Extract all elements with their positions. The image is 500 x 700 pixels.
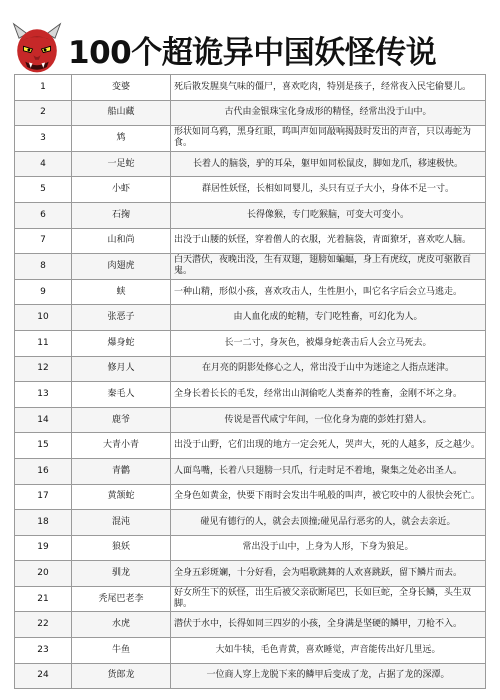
monster-name: 蛱 [72, 279, 171, 305]
monster-name: 驯龙 [72, 561, 171, 587]
row-number: 12 [15, 356, 72, 382]
monster-name: 秦毛人 [72, 382, 171, 408]
monster-name: 青鹳 [72, 458, 171, 484]
monster-description: 长着人的脑袋，驴的耳朵，躯甲如同松鼠皮，脚如龙爪，移速极快。 [171, 151, 486, 177]
table-row [15, 305, 486, 331]
monster-description: 古代由金银珠宝化身成形的精怪，经常出没于山中。 [171, 100, 486, 126]
monster-description: 出没于山野，它们出现的地方一定会死人，哭声大，死的人越多，反之越少。 [171, 433, 486, 459]
row-number: 13 [15, 382, 72, 408]
table-row [15, 254, 486, 280]
monster-description: 全身色如黄金，快要下雨时会发出牛吼般的叫声，被它咬中的人很快会死亡。 [171, 484, 486, 510]
monster-name: 变婆 [72, 75, 171, 101]
monster-description: 全身长着长长的毛发，经常出山洞偷吃人类畜养的牲畜，金刚不坏之身。 [171, 382, 486, 408]
row-number: 11 [15, 330, 72, 356]
table-row [15, 407, 486, 433]
monster-name: 混沌 [72, 510, 171, 536]
table-row [15, 586, 486, 612]
monster-description: 由人血化成的蛇精，专门吃牲畜，可幻化为人。 [171, 305, 486, 331]
monster-description: 长一二寸，身灰色，被爆身蛇袭击后人会立马死去。 [171, 330, 486, 356]
row-number: 18 [15, 510, 72, 536]
row-number: 16 [15, 458, 72, 484]
monster-name: 货郎龙 [72, 663, 171, 689]
monster-name: 牛鱼 [72, 638, 171, 664]
monster-name: 肉翅虎 [72, 254, 171, 280]
table-row [15, 100, 486, 126]
monster-description: 人面鸟嘴，长着八只翅膀一只爪，行走时足不着地，聚集之处必出圣人。 [171, 458, 486, 484]
row-number: 2 [15, 100, 72, 126]
monster-name: 大青小青 [72, 433, 171, 459]
table-row [15, 151, 486, 177]
row-number: 20 [15, 561, 72, 587]
row-number: 22 [15, 612, 72, 638]
table-row [15, 177, 486, 203]
row-number: 4 [15, 151, 72, 177]
table-row [15, 356, 486, 382]
table-row [15, 126, 486, 152]
row-number: 6 [15, 202, 72, 228]
table-row [15, 202, 486, 228]
row-number: 3 [15, 126, 72, 152]
row-number: 10 [15, 305, 72, 331]
monster-description: 潜伏于水中，长得如同三四岁的小孩，全身满是坚硬的鳞甲，刀枪不入。 [171, 612, 486, 638]
table-row [15, 638, 486, 664]
yokai-table [14, 74, 486, 690]
row-number: 8 [15, 254, 72, 280]
monster-description: 在月亮的阴影处修心之人，常出没于山中为迷途之人指点迷津。 [171, 356, 486, 382]
table-row [15, 330, 486, 356]
monster-description: 碰见有德行的人，就会去顶撞;碰见品行恶劣的人，就会去亲近。 [171, 510, 486, 536]
monster-name: 山和尚 [72, 228, 171, 254]
monster-description: 全身五彩斑斓，十分好看，会为唱歌跳舞的人欢喜跳跃，留下鳞片而去。 [171, 561, 486, 587]
monster-description: 出没于山腰的妖怪，穿着僧人的衣服，光着脑袋，青面獠牙，喜欢吃人脑。 [171, 228, 486, 254]
monster-name: 鸩 [72, 126, 171, 152]
table-row [15, 228, 486, 254]
table-row [15, 612, 486, 638]
row-number: 23 [15, 638, 72, 664]
monster-name: 一足蛇 [72, 151, 171, 177]
monster-description: 长得像猴，专门吃猴脑，可变大可变小。 [171, 202, 486, 228]
monster-description: 死后散发腥臭气味的僵尸，喜欢吃肉，特别是孩子，经常夜入民宅偷婴儿。 [171, 75, 486, 101]
row-number: 15 [15, 433, 72, 459]
monster-name: 黄颔蛇 [72, 484, 171, 510]
monster-name: 爆身蛇 [72, 330, 171, 356]
header [10, 20, 490, 78]
monster-description: 一种山精，形似小孩，喜欢攻击人，生性胆小，叫它名字后会立马逃走。 [171, 279, 486, 305]
row-number: 24 [15, 663, 72, 689]
red-demon-mask-icon [10, 22, 64, 76]
monster-description: 形状如同乌鸦，黑身红眼，鸣叫声如同敲响揭鼓时发出的声音，只以毒蛇为食。 [171, 126, 486, 152]
monster-description: 传说是晋代咸宁年间，一位化身为鹿的彭姓打猎人。 [171, 407, 486, 433]
monster-name: 修月人 [72, 356, 171, 382]
row-number: 1 [15, 75, 72, 101]
table-row [15, 663, 486, 689]
monster-description: 常出没于山中，上身为人形，下身为狼足。 [171, 535, 486, 561]
table-row [15, 382, 486, 408]
monster-name: 小虾 [72, 177, 171, 203]
monster-description: 大如牛犊，毛色青黄，喜欢睡觉，声音能传出好几里远。 [171, 638, 486, 664]
table-row [15, 484, 486, 510]
table-row [15, 561, 486, 587]
monster-name: 狼妖 [72, 535, 171, 561]
row-number: 19 [15, 535, 72, 561]
page-title: 100个超诡异中国妖怪传说 [68, 34, 437, 71]
row-number: 21 [15, 586, 72, 612]
monster-name: 水虎 [72, 612, 171, 638]
row-number: 14 [15, 407, 72, 433]
table-row [15, 75, 486, 101]
monster-name: 秃尾巴老李 [72, 586, 171, 612]
monster-name: 石掬 [72, 202, 171, 228]
monster-description: 群居性妖怪，长相如同婴儿，头只有豆子大小，身体不足一寸。 [171, 177, 486, 203]
table-row [15, 535, 486, 561]
row-number: 17 [15, 484, 72, 510]
row-number: 5 [15, 177, 72, 203]
table-row [15, 458, 486, 484]
table-row [15, 510, 486, 536]
table-row [15, 433, 486, 459]
row-number: 7 [15, 228, 72, 254]
monster-name: 鹿爷 [72, 407, 171, 433]
monster-name: 张恶子 [72, 305, 171, 331]
monster-description: 白天潜伏，夜晚出没，生有双翅，翅膀如蝙蝠，身上有虎纹，虎皮可驱散百鬼。 [171, 254, 486, 280]
monster-name: 船山藏 [72, 100, 171, 126]
monster-description: 一位商人穿上龙脱下来的鳞甲后变成了龙，占据了龙的深潭。 [171, 663, 486, 689]
row-number: 9 [15, 279, 72, 305]
monster-description: 好女所生下的妖怪，出生后被父亲砍断尾巴，长如巨蛇，全身长鳞，头生双脚。 [171, 586, 486, 612]
table-row [15, 279, 486, 305]
